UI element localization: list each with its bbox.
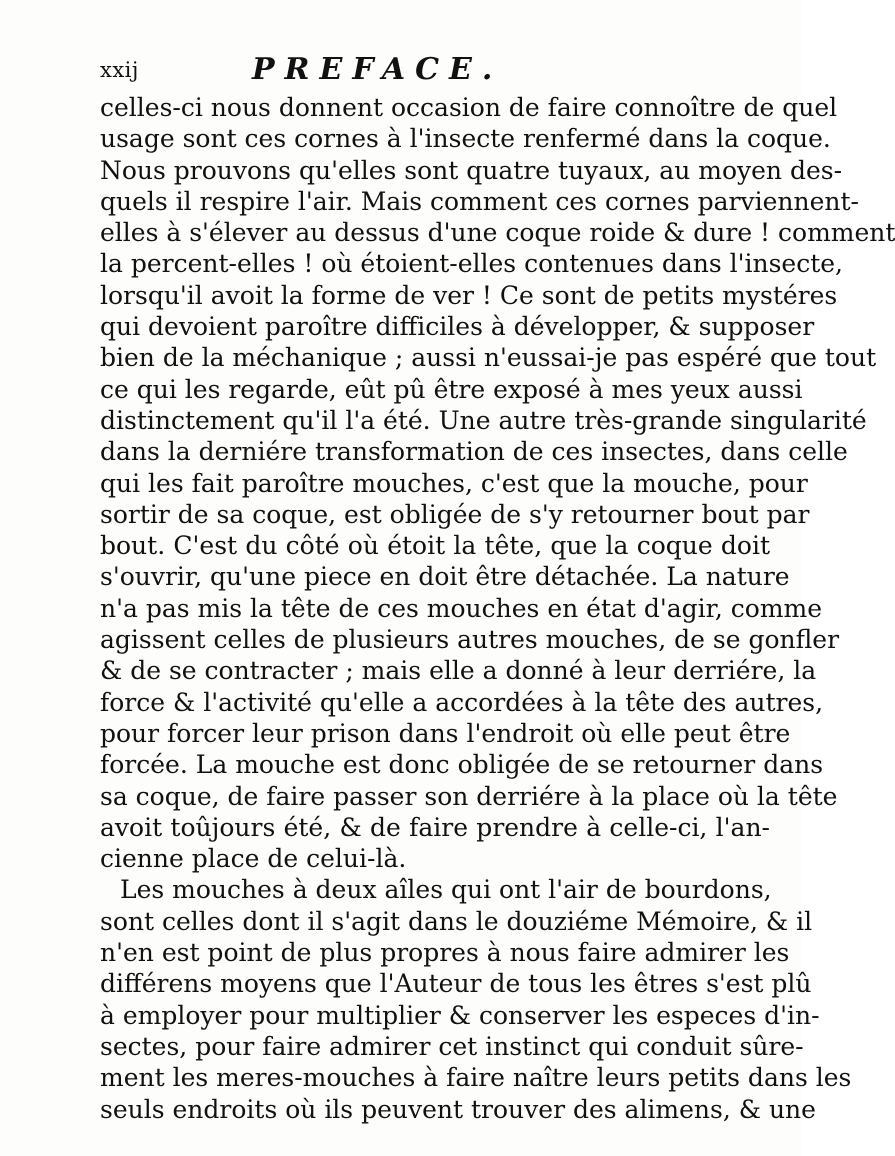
text-line: sectes, pour faire admirer cet instinct qui conduit sûre- — [100, 1031, 804, 1061]
text-line: sont celles dont il s'agit dans le douziéme Mémoire, & il — [100, 906, 813, 936]
text-line: distinctement qu'il l'a été. Une autre très-grande singularité — [100, 405, 867, 435]
text-line: qui devoient paroître difficiles à développer, & supposer — [100, 312, 815, 342]
text-line: bout. C'est du côté où étoit la tête, que la coque doit — [100, 531, 770, 561]
text-line: ce qui les regarde, eût pû être exposé à mes yeux aussi — [100, 374, 803, 404]
text-line: avoit toûjours été, & de faire prendre à celle-ci, l'an- — [100, 812, 770, 842]
page-number: xxij — [100, 58, 139, 82]
text-line: & de se contracter ; mais elle a donné à leur derriére, la — [100, 656, 817, 686]
text-line: n'en est point de plus propres à nous faire admirer les — [100, 938, 790, 968]
text-line: quels il respire l'air. Mais comment ces cornes parviennent- — [100, 186, 859, 216]
text-line: forcée. La mouche est donc obligée de se retourner dans — [100, 750, 824, 780]
text-line: pour forcer leur prison dans l'endroit où elle peut être — [100, 718, 791, 748]
text-line: la percent-elles ! où étoient-elles contenues dans l'insecte, — [100, 249, 844, 279]
text-line: usage sont ces cornes à l'insecte renfermé dans la coque. — [100, 124, 831, 154]
text-line: celles-ci nous donnent occasion de faire connoître de quel — [100, 93, 838, 122]
paragraph-end-line: cienne place de celui-là. — [100, 844, 407, 874]
text-line: à employer pour multiplier & conserver les especes d'in- — [100, 1000, 820, 1030]
text-line: Nous prouvons qu'elles sont quatre tuyaux, au moyen des- — [100, 155, 843, 185]
text-line: seuls endroits où ils peuvent trouver des alimens, & une — [100, 1094, 816, 1124]
body-text — [100, 92, 895, 1125]
text-line: lorsqu'il avoit la forme de ver ! Ce sont de petits mystéres — [100, 280, 838, 310]
running-title: PREFACE. — [252, 52, 503, 87]
text-line: force & l'activité qu'elle a accordées à la tête des autres, — [100, 687, 824, 717]
text-line: différens moyens que l'Auteur de tous les êtres s'est plû — [100, 969, 812, 999]
text-line: qui les fait paroître mouches, c'est que la mouche, pour — [100, 468, 808, 498]
text-line: dans la derniére transformation de ces insectes, dans celle — [100, 437, 848, 467]
text-line: n'a pas mis la tête de ces mouches en état d'agir, comme — [100, 593, 823, 623]
text-line: ment les meres-mouches à faire naître leurs petits dans les — [100, 1063, 852, 1093]
paragraph-start-line: Les mouches à deux aîles qui ont l'air de bourdons, — [120, 875, 772, 905]
text-line: bien de la méchanique ; aussi n'eussai-je pas espéré que tout — [100, 343, 877, 373]
text-line: sa coque, de faire passer son derriére à la place où la tête — [100, 781, 838, 811]
running-head — [100, 52, 740, 92]
text-line: elles à s'élever au dessus d'une coque roide & dure ! comment — [100, 218, 895, 248]
text-line: s'ouvrir, qu'une piece en doit être détachée. La nature — [100, 562, 790, 592]
text-line: agissent celles de plusieurs autres mouches, de se gonfler — [100, 625, 840, 655]
text-line: sortir de sa coque, est obligée de s'y retourner bout par — [100, 499, 810, 529]
